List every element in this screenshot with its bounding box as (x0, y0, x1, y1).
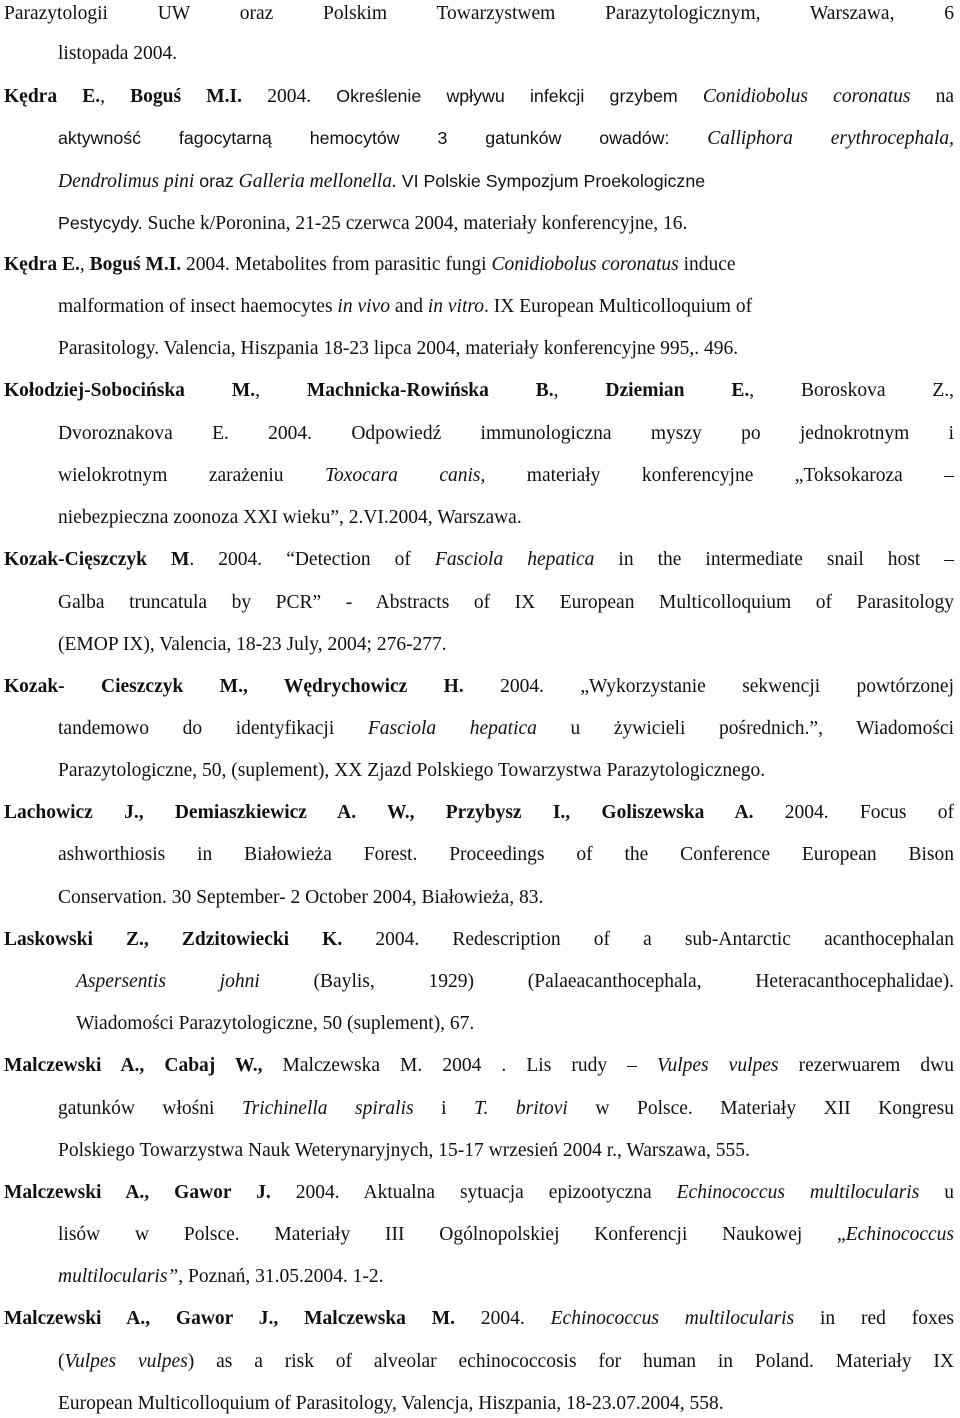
text-line: Galba truncatula by PCR” - Abstracts of IX European Multicolloquium of Parasitology (58, 592, 954, 613)
text-line: Malczewski A., Gawor J., Malczewska M. 2004. Echinococcus multilocularis in red foxes (4, 1308, 954, 1329)
text-line: lisów w Polsce. Materiały III Ogólnopolskiej Konferencji Naukowej „Echinococcus (58, 1224, 954, 1245)
text-line: Polskiego Towarzystwa Nauk Weterynaryjnych, 15-17 wrzesień 2004 r., Warszawa, 555. (58, 1140, 750, 1161)
text-line: European Multicolloquium of Parasitology, Valencja, Hiszpania, 18-23.07.2004, 558. (58, 1393, 724, 1414)
text-line: aktywność fagocytarną hemocytów 3 gatunków owadów: Calliphora erythrocephala, (58, 128, 954, 149)
text-line: niebezpieczna zoonoza XXI wieku”, 2.VI.2004, Warszawa. (58, 507, 522, 528)
text-line: Kołodziej-Sobocińska M., Machnicka-Rowińska B., Dziemian E., Boroskova Z., (4, 380, 955, 401)
text-line: Kędra E., Boguś M.I. 2004. Metabolites from parasitic fungi Conidiobolus coronatus induce (4, 254, 736, 275)
text-line: tandemowo do identyfikacji Fasciola hepatica u żywicieli pośrednich.”, Wiadomości (58, 718, 954, 739)
text-line: Wiadomości Parazytologiczne, 50 (suplement), 67. (76, 1013, 475, 1034)
text-line: (Vulpes vulpes) as a risk of alveolar echinococcosis for human in Poland. Materiały IX (58, 1351, 954, 1372)
text-line: Lachowicz J., Demiaszkiewicz A. W., Przybysz I., Goliszewska A. 2004. Focus of (4, 802, 954, 823)
text-line: listopada 2004. (58, 43, 178, 64)
text-line: Parasitology. Valencia, Hiszpania 18-23 lipca 2004, materiały konferencyjne 995,. 496. (58, 338, 739, 359)
text-line: Aspersentis johni (Baylis, 1929) (Palaeacanthocephala, Heteracanthocephalidae). (76, 971, 954, 992)
text-line: Dendrolimus pini oraz Galleria mellonella. VI Polskie Sympozjum Proekologiczne (58, 171, 706, 192)
text-line: malformation of insect haemocytes in vivo and in vitro. IX European Multicolloquium of (58, 296, 753, 317)
text-line: Parazytologiczne, 50, (suplement), XX Zjazd Polskiego Towarzystwa Parazytologicznego. (58, 760, 766, 781)
text-line: Dvoroznakova E. 2004. Odpowiedź immunologiczna myszy po jednokrotnym i (58, 423, 954, 444)
text-line: Kozak- Cieszczyk M., Wędrychowicz H. 2004. „Wykorzystanie sekwencji powtórzonej (4, 676, 954, 697)
text-line: multilocularis”, Poznań, 31.05.2004. 1-2. (58, 1266, 384, 1287)
text-line: gatunków włośni Trichinella spiralis i T. britovi w Polsce. Materiały XII Kongresu (58, 1098, 955, 1119)
text-line: (EMOP IX), Valencia, 18-23 July, 2004; 276-277. (58, 634, 447, 655)
text-line: Kozak-Cięszczyk M. 2004. “Detection of Fasciola hepatica in the intermediate snail host – (4, 549, 955, 570)
text-line: Pestycydy. Suche k/Poronina, 21-25 czerwca 2004, materiały konferencyjne, 16. (58, 213, 688, 234)
text-line: Laskowski Z., Zdzitowiecki K. 2004. Redescription of a sub-Antarctic acanthocephalan (4, 929, 954, 950)
text-line: Malczewski A., Gawor J. 2004. Aktualna sytuacja epizootyczna Echinococcus multilocularis u (4, 1182, 955, 1203)
text-line: Conservation. 30 September- 2 October 2004, Białowieża, 83. (58, 887, 544, 908)
text-line: wielokrotnym zarażeniu Toxocara canis, materiały konferencyjne „Toksokaroza – (58, 465, 954, 486)
text-line: Parazytologii UW oraz Polskim Towarzystwem Parazytologicznym, Warszawa, 6 (4, 3, 954, 24)
text-line: Kędra E., Boguś M.I. 2004. Określenie wpływu infekcji grzybem Conidiobolus coronatus na (4, 86, 955, 107)
text-line: ashworthiosis in Białowieża Forest. Proceedings of the Conference European Bison (58, 844, 954, 865)
text-line: Malczewski A., Cabaj W., Malczewska M. 2004 . Lis rudy – Vulpes vulpes rezerwuarem dwu (4, 1055, 954, 1076)
